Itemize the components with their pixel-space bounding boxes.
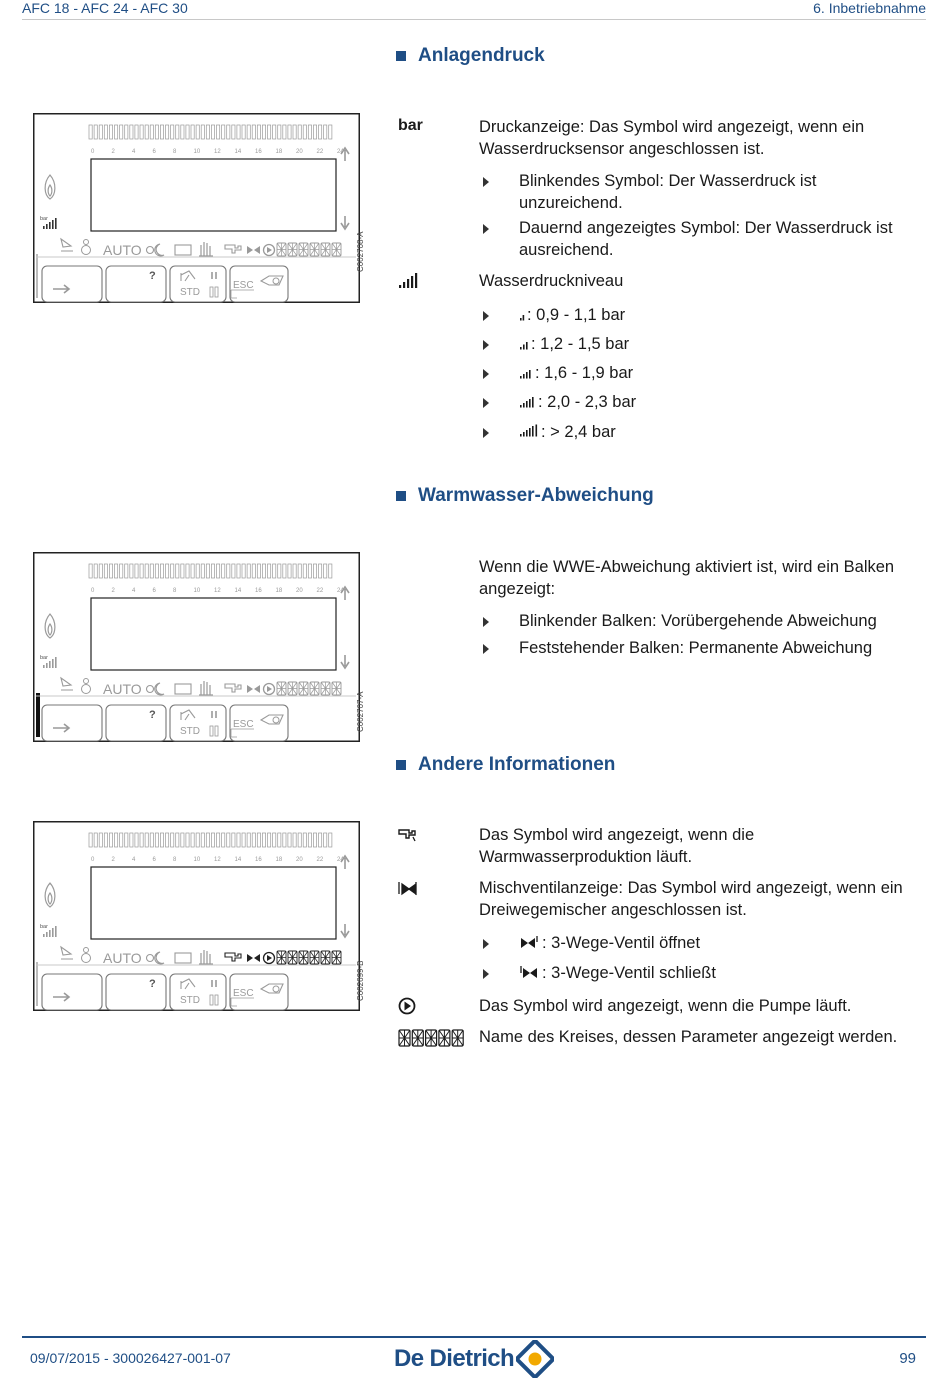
level-5-icon (519, 424, 539, 439)
level-3-icon (519, 366, 533, 380)
tick-label: 12 (214, 149, 221, 155)
tick-label: 18 (275, 857, 283, 863)
tick-label: 12 (214, 588, 221, 594)
panel-frame (34, 822, 360, 1011)
tick-label: 0 (91, 588, 95, 594)
brand-name: De Dietrich (394, 1345, 515, 1372)
bar-label: bar (40, 924, 48, 930)
level-3-label: : 1,6 - 1,9 bar (535, 364, 634, 382)
tick-label: 14 (234, 588, 242, 594)
tick-label: 0 (91, 149, 95, 155)
tick-label: 0 (91, 857, 95, 863)
valve-open-icon (519, 935, 540, 950)
level-1-icon (519, 308, 525, 322)
pump-icon (398, 997, 416, 1020)
tick-label: 16 (255, 857, 262, 863)
segment-digit (277, 951, 286, 964)
pressure-bar (55, 218, 57, 229)
brand-logo (394, 1339, 554, 1379)
tick-label: 2 (111, 588, 115, 594)
pressure-bar (43, 226, 45, 229)
segment-digit (277, 682, 286, 695)
question-icon: ? (149, 709, 156, 721)
pressure-bar (52, 928, 54, 937)
list-item (483, 611, 923, 633)
list-item (483, 638, 923, 660)
header-right: 6. Inbetriebnahme (813, 0, 926, 16)
valve-open-label: : 3-Wege-Ventil öffnet (542, 934, 701, 952)
bullet-arrow-icon (483, 398, 489, 408)
tick-label: 8 (173, 857, 177, 863)
display-panel-1 (33, 113, 360, 303)
auto-label: AUTO (103, 681, 142, 697)
tick-label: 14 (234, 149, 242, 155)
mixing-valve-icon (397, 880, 419, 902)
section-title-andere (396, 754, 615, 776)
tick-label: 22 (316, 149, 324, 155)
segment-digit (321, 243, 330, 256)
pressure-level-icon (398, 272, 418, 294)
bullet-arrow-icon (483, 224, 489, 234)
std-label: STD (180, 287, 200, 298)
segment-digit (299, 951, 308, 964)
tick-label: 14 (234, 857, 242, 863)
level-item-text (519, 422, 923, 444)
valve-close-label: : 3-Wege-Ventil schließt (542, 964, 716, 982)
list-item-text: Blinkender Balken: Vorübergehende Abweichung (519, 612, 877, 630)
valve-item-text (519, 963, 923, 985)
indicator-line (36, 254, 38, 298)
pressure-bar (52, 220, 54, 229)
list-item (483, 305, 923, 327)
bullet-arrow-icon (483, 177, 489, 187)
segment-digit (412, 1030, 423, 1046)
section-bullet-icon (396, 491, 406, 501)
esc-label: ESC (233, 280, 254, 291)
pressure-display-description: Druckanzeige: Das Symbol wird angezeigt, wenn ein Wasserdrucksensor angeschlossen ist. (479, 118, 865, 158)
panel-ref-1: C002708-A (356, 231, 365, 272)
segment-digit (399, 1030, 410, 1046)
level-4-icon (519, 395, 536, 409)
std-label: STD (180, 995, 200, 1006)
list-item (483, 218, 923, 261)
bullet-arrow-icon (483, 644, 489, 654)
dhw-description: Das Symbol wird angezeigt, wenn die Warmwasserproduktion läuft. (479, 826, 755, 866)
bullet-arrow-icon (483, 428, 489, 438)
bar-label: bar (40, 655, 48, 661)
pressure-bar (52, 659, 54, 668)
pressure-bar (49, 222, 51, 229)
list-item (483, 933, 923, 955)
segment-digit (288, 951, 297, 964)
pressure-bar (49, 930, 51, 937)
segment-digit (310, 682, 319, 695)
footer-document-ref: 09/07/2015 - 300026427-001-07 (30, 1350, 231, 1366)
header-left: AFC 18 - AFC 24 - AFC 30 (22, 0, 188, 16)
panel-ref-3: C002699-B (356, 960, 365, 1001)
auto-label: AUTO (103, 242, 142, 258)
list-item (483, 363, 923, 385)
segment-digit (332, 682, 341, 695)
tick-label: 8 (173, 149, 177, 155)
bullet-arrow-icon (483, 311, 489, 321)
bullet-arrow-icon (483, 939, 489, 949)
footer-rule (22, 1336, 926, 1338)
tick-label: 4 (132, 149, 136, 155)
tick-label: 6 (152, 857, 156, 863)
level-item-text (519, 305, 923, 327)
esc-label: ESC (233, 988, 254, 999)
section-title-text: Andere Informationen (418, 754, 616, 775)
tick-label: 10 (193, 149, 201, 155)
mixing-valve-description: Mischventilanzeige: Das Symbol wird angezeigt, wenn ein Dreiwegemischer angeschlossen ist. (479, 879, 903, 919)
tick-label: 20 (296, 857, 303, 863)
segment-digit (277, 243, 286, 256)
dhw-deviation-description: Wenn die WWE-Abweichung aktiviert ist, wird ein Balken angezeigt: (479, 558, 895, 598)
tick-label: 16 (255, 149, 262, 155)
segment-digit (299, 243, 308, 256)
section-title-warmwasser (396, 485, 654, 507)
tick-label: 24 (337, 588, 344, 594)
level-item-text (519, 363, 923, 385)
segment-digit (321, 682, 330, 695)
segment-digit (332, 243, 341, 256)
list-item (483, 171, 923, 214)
circuit-name-segment-icon (398, 1028, 466, 1053)
segment-digit (321, 951, 330, 964)
indicator-line (36, 962, 38, 1006)
bar-label: bar (40, 216, 48, 222)
segment-digit (299, 682, 308, 695)
segment-digit (332, 951, 341, 964)
tick-label: 22 (316, 588, 324, 594)
segment-digit (288, 682, 297, 695)
bar-symbol: bar (398, 117, 423, 134)
pressure-bar (46, 932, 48, 937)
level-2-icon (519, 337, 529, 351)
header-rule (22, 19, 926, 20)
tick-label: 10 (193, 588, 201, 594)
tick-label: 16 (255, 588, 262, 594)
pressure-bar (55, 657, 57, 668)
bullet-arrow-icon (483, 369, 489, 379)
std-label: STD (180, 726, 200, 737)
segment-digit (452, 1030, 463, 1046)
tick-label: 4 (132, 588, 136, 594)
display-panel-2 (33, 552, 360, 742)
panel-frame (34, 114, 360, 303)
question-icon: ? (149, 270, 156, 282)
question-icon: ? (149, 978, 156, 990)
pressure-bar (46, 663, 48, 668)
list-item-text: Dauernd angezeigtes Symbol: Der Wasserdruck ist ausreichend. (519, 219, 893, 259)
list-item (483, 392, 923, 414)
dhw-tap-icon (398, 828, 418, 847)
pressure-bar (55, 926, 57, 937)
tick-label: 18 (275, 149, 283, 155)
bullet-arrow-icon (483, 340, 489, 350)
tick-label: 24 (337, 857, 344, 863)
tick-label: 2 (111, 149, 115, 155)
segment-digit (310, 951, 319, 964)
segment-digit (310, 243, 319, 256)
level-item-text (519, 334, 923, 356)
section-title-text: Warmwasser-Abweichung (418, 485, 654, 506)
tick-label: 6 (152, 149, 156, 155)
tick-label: 20 (296, 588, 303, 594)
list-item-text: Blinkendes Symbol: Der Wasserdruck ist unzureichend. (519, 172, 817, 212)
panel-frame (34, 553, 360, 742)
valve-item-text (519, 933, 923, 955)
list-item (483, 963, 923, 985)
list-item (483, 422, 923, 444)
pressure-bar (46, 224, 48, 229)
segment-digit (288, 243, 297, 256)
segment-digit (426, 1030, 437, 1046)
brand-diamond-icon (516, 1340, 554, 1378)
bullet-arrow-icon (483, 969, 489, 979)
tick-label: 20 (296, 149, 303, 155)
level-4-label: : 2,0 - 2,3 bar (538, 393, 637, 411)
panel-ref-2: C002707-A (356, 691, 365, 732)
display-panel-3 (33, 821, 360, 1011)
section-title-anlagendruck (396, 45, 545, 67)
tick-label: 4 (132, 857, 136, 863)
pressure-bar (49, 661, 51, 668)
valve-close-icon (519, 965, 540, 980)
section-bullet-icon (396, 760, 406, 770)
tick-label: 12 (214, 857, 221, 863)
level-2-label: : 1,2 - 1,5 bar (531, 335, 630, 353)
tick-label: 2 (111, 857, 115, 863)
list-item (483, 334, 923, 356)
segment-digit (439, 1030, 450, 1046)
page-number: 99 (899, 1350, 916, 1367)
level-5-label: : > 2,4 bar (541, 423, 616, 441)
section-bullet-icon (396, 51, 406, 61)
list-item-text: Feststehender Balken: Permanente Abweichung (519, 639, 873, 657)
esc-label: ESC (233, 719, 254, 730)
pump-description: Das Symbol wird angezeigt, wenn die Pumpe läuft. (479, 997, 852, 1015)
tick-label: 10 (193, 857, 201, 863)
circuit-name-description: Name des Kreises, dessen Parameter angezeigt werden. (479, 1028, 898, 1046)
tick-label: 24 (337, 149, 344, 155)
tick-label: 8 (173, 588, 177, 594)
dhw-deviation-bar (36, 693, 40, 737)
auto-label: AUTO (103, 950, 142, 966)
pressure-level-heading: Wasserdruckniveau (479, 272, 624, 290)
pressure-bar (43, 934, 45, 937)
tick-label: 6 (152, 588, 156, 594)
pressure-bar (43, 665, 45, 668)
tick-label: 18 (275, 588, 283, 594)
level-item-text (519, 392, 923, 414)
bullet-arrow-icon (483, 617, 489, 627)
section-title-text: Anlagendruck (418, 45, 545, 66)
tick-label: 22 (316, 857, 324, 863)
level-1-label: : 0,9 - 1,1 bar (527, 306, 626, 324)
